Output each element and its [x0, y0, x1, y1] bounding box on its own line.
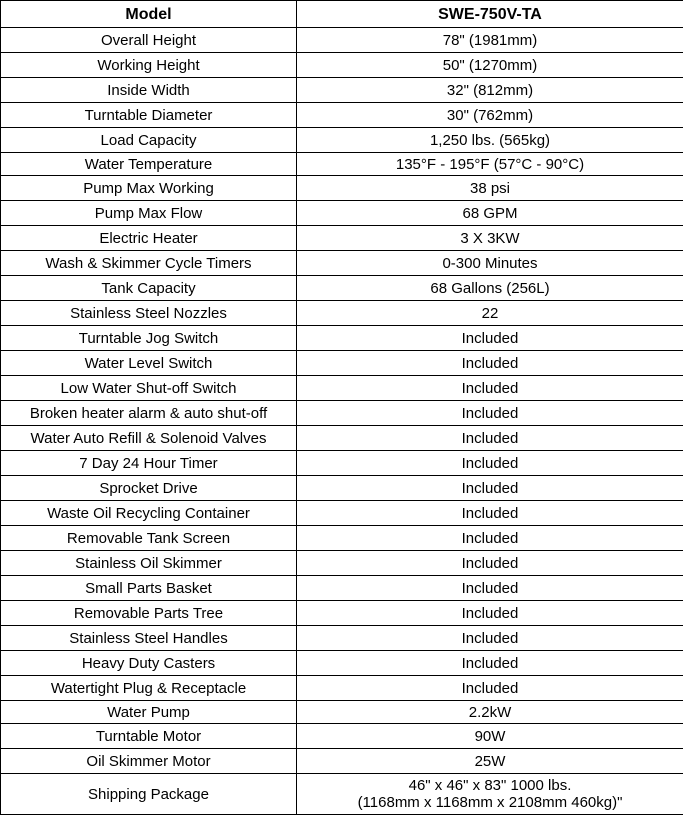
spec-value: 38 psi — [297, 176, 683, 201]
spec-label: Pump Max Flow — [1, 201, 297, 226]
spec-value: 30" (762mm) — [297, 103, 683, 128]
table-row — [1, 103, 683, 128]
spec-value: 32" (812mm) — [297, 78, 683, 103]
spec-value: 0-300 Minutes — [297, 251, 683, 276]
spec-label: Stainless Oil Skimmer — [1, 551, 297, 576]
table-row — [1, 326, 683, 351]
spec-label: Water Level Switch — [1, 351, 297, 376]
spec-value: Included — [297, 601, 683, 626]
table-row — [1, 128, 683, 153]
spec-label: Overall Height — [1, 28, 297, 53]
spec-value: Included — [297, 551, 683, 576]
spec-label: Electric Heater — [1, 226, 297, 251]
table-row — [1, 676, 683, 701]
spec-value: 135°F - 195°F (57°C - 90°C) — [297, 153, 683, 176]
spec-label: Stainless Steel Handles — [1, 626, 297, 651]
spec-label: Water Pump — [1, 701, 297, 724]
table-row — [1, 351, 683, 376]
table-row — [1, 724, 683, 749]
table-row — [1, 749, 683, 774]
table-row — [1, 153, 683, 176]
table-row — [1, 376, 683, 401]
spec-value: 68 GPM — [297, 201, 683, 226]
spec-value: 25W — [297, 749, 683, 774]
table-header-row — [1, 1, 683, 28]
spec-label: Shipping Package — [1, 774, 297, 815]
table-row — [1, 626, 683, 651]
shipping-metric: (1168mm x 1168mm x 2108mm 460kg)" — [357, 794, 623, 811]
table-row — [1, 551, 683, 576]
spec-label: Wash & Skimmer Cycle Timers — [1, 251, 297, 276]
table-row — [1, 651, 683, 676]
table-row — [1, 401, 683, 426]
spec-value: 78" (1981mm) — [297, 28, 683, 53]
spec-value: 50" (1270mm) — [297, 53, 683, 78]
table-row — [1, 701, 683, 724]
table-row — [1, 426, 683, 451]
spec-label: Tank Capacity — [1, 276, 297, 301]
spec-label: Load Capacity — [1, 128, 297, 153]
spec-label: Water Temperature — [1, 153, 297, 176]
spec-value: Included — [297, 676, 683, 701]
spec-value: Included — [297, 476, 683, 501]
spec-label: Removable Tank Screen — [1, 526, 297, 551]
table-row — [1, 451, 683, 476]
spec-label: Stainless Steel Nozzles — [1, 301, 297, 326]
spec-value: Included — [297, 326, 683, 351]
spec-value: Included — [297, 626, 683, 651]
table-row — [1, 201, 683, 226]
spec-label: Inside Width — [1, 78, 297, 103]
table-row — [1, 53, 683, 78]
spec-label: Turntable Diameter — [1, 103, 297, 128]
spec-value: 22 — [297, 301, 683, 326]
spec-value: 90W — [297, 724, 683, 749]
table-row-shipping — [1, 774, 683, 815]
spec-label: Working Height — [1, 53, 297, 78]
spec-label: Low Water Shut-off Switch — [1, 376, 297, 401]
spec-value: Included — [297, 526, 683, 551]
table-row — [1, 176, 683, 201]
spec-value: Included — [297, 576, 683, 601]
table-row — [1, 501, 683, 526]
spec-label: Water Auto Refill & Solenoid Valves — [1, 426, 297, 451]
spec-value: 3 X 3KW — [297, 226, 683, 251]
table-row — [1, 601, 683, 626]
table-row — [1, 226, 683, 251]
spec-value: Included — [297, 451, 683, 476]
table-row — [1, 28, 683, 53]
table-row — [1, 526, 683, 551]
table-row — [1, 251, 683, 276]
spec-label: 7 Day 24 Hour Timer — [1, 451, 297, 476]
spec-label: Sprocket Drive — [1, 476, 297, 501]
table-row — [1, 576, 683, 601]
spec-label: Oil Skimmer Motor — [1, 749, 297, 774]
header-model: Model — [1, 1, 297, 28]
table-row — [1, 301, 683, 326]
spec-label: Removable Parts Tree — [1, 601, 297, 626]
header-model-number: SWE-750V-TA — [297, 1, 683, 28]
table-row — [1, 276, 683, 301]
spec-value: 68 Gallons (256L) — [297, 276, 683, 301]
spec-label: Turntable Jog Switch — [1, 326, 297, 351]
spec-label: Pump Max Working — [1, 176, 297, 201]
spec-label: Waste Oil Recycling Container — [1, 501, 297, 526]
spec-value: Included — [297, 401, 683, 426]
spec-value-shipping — [297, 774, 683, 815]
spec-value: Included — [297, 351, 683, 376]
spec-label: Heavy Duty Casters — [1, 651, 297, 676]
spec-table-body — [1, 28, 683, 815]
spec-value: Included — [297, 376, 683, 401]
spec-value: 2.2kW — [297, 701, 683, 724]
spec-label: Watertight Plug & Receptacle — [1, 676, 297, 701]
spec-value: 1,250 lbs. (565kg) — [297, 128, 683, 153]
shipping-imperial: 46" x 46" x 83" 1000 lbs. — [408, 777, 572, 794]
spec-label: Turntable Motor — [1, 724, 297, 749]
spec-value: Included — [297, 426, 683, 451]
spec-label: Small Parts Basket — [1, 576, 297, 601]
table-row — [1, 476, 683, 501]
spec-value: Included — [297, 501, 683, 526]
spec-value: Included — [297, 651, 683, 676]
table-row — [1, 78, 683, 103]
spec-label: Broken heater alarm & auto shut-off — [1, 401, 297, 426]
